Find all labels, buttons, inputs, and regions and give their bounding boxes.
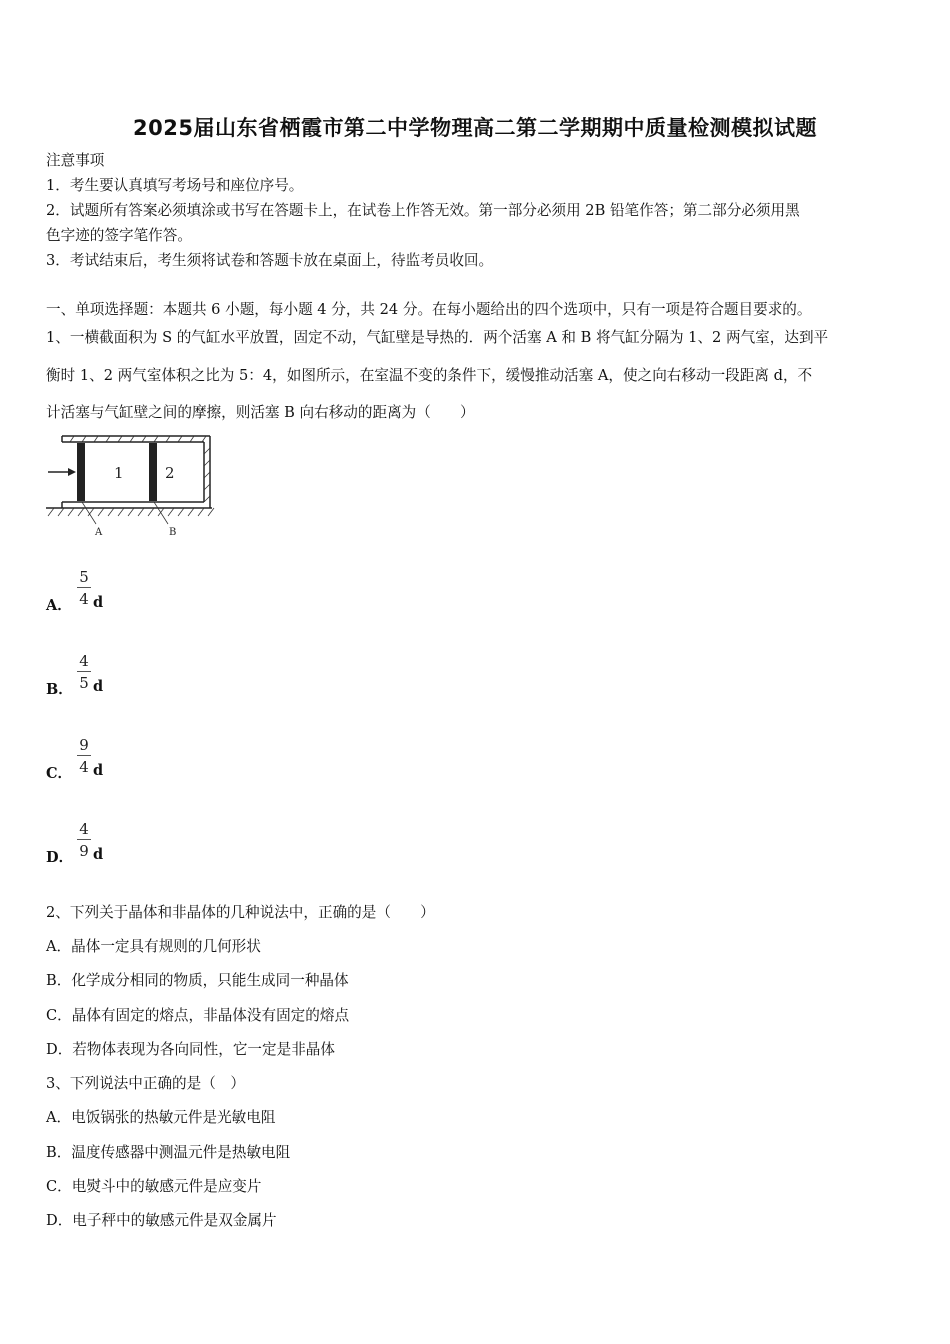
question-1-text: 衡时 1、2 两气室体积之比为 5：4，如图所示，在室温不变的条件下，缓慢推动活塞 A，使之向右移动一段距离 d，不 — [46, 367, 813, 384]
option-a-fraction: 5 4 — [77, 568, 91, 608]
question-2-option: A．晶体一定具有规则的几何形状 — [46, 938, 261, 955]
option-d-fraction: 4 9 — [77, 820, 91, 860]
option-c-label: C． — [46, 765, 73, 782]
piston-b-label: B — [169, 527, 177, 538]
option-b-unit: d — [93, 678, 104, 695]
piston-a — [77, 443, 85, 501]
piston-b — [149, 443, 157, 501]
question-1-text: 计活塞与气缸壁之间的摩擦，则活塞 B 向右移动的距离为（ ） — [46, 404, 475, 421]
option-b-fraction: 4 5 — [77, 652, 91, 692]
notice-item: 3．考试结束后，考生须将试卷和答题卡放在桌面上，待监考员收回。 — [46, 252, 494, 269]
question-3-option: D．电子秤中的敏感元件是双金属片 — [46, 1212, 277, 1229]
section-heading: 一、单项选择题：本题共 6 小题，每小题 4 分，共 24 分。在每小题给出的四个选项中，只有一项是符合题目要求的。 — [46, 301, 812, 318]
chamber-2-label: 2 — [165, 464, 175, 482]
option-d-unit: d — [93, 846, 104, 863]
question-3-option: A．电饭锅张的热敏元件是光敏电阻 — [46, 1109, 276, 1126]
option-a-label: A． — [46, 597, 72, 614]
piston-a-label: A — [95, 527, 103, 538]
option-d-label: D． — [46, 849, 74, 866]
page-title: 2025届山东省栖霞市第二中学物理高二第二学期期中质量检测模拟试题 — [133, 116, 817, 140]
notice-item: 1．考生要认真填写考场号和座位序号。 — [46, 177, 304, 194]
option-c-unit: d — [93, 762, 104, 779]
question-3-option: B．温度传感器中测温元件是热敏电阻 — [46, 1144, 291, 1161]
question-2-option: B．化学成分相同的物质，只能生成同一种晶体 — [46, 972, 349, 989]
question-3-text: 3、下列说法中正确的是（ ） — [46, 1075, 246, 1092]
question-1-text: 1、一横截面积为 S 的气缸水平放置，固定不动，气缸壁是导热的．两个活塞 A 和 B 将气缸分隔为 1、2 两气室，达到平 — [46, 329, 829, 346]
question-3-option: C．电熨斗中的敏感元件是应变片 — [46, 1178, 262, 1195]
question-2-text: 2、下列关于晶体和非晶体的几种说法中，正确的是（ ） — [46, 904, 435, 921]
notice-heading: 注意事项 — [46, 152, 105, 169]
option-b-label: B． — [46, 681, 73, 698]
notice-item: 色字迹的签字笔作答。 — [46, 227, 192, 244]
cylinder-figure — [44, 432, 219, 538]
question-2-option: D．若物体表现为各向同性，它一定是非晶体 — [46, 1041, 335, 1058]
notice-item: 2．试题所有答案必须填涂或书写在答题卡上，在试卷上作答无效。第一部分必须用 2B 铅笔作答；第二部分必须用黑 — [46, 202, 800, 219]
option-a-unit: d — [93, 594, 104, 611]
chamber-1-label: 1 — [114, 464, 124, 482]
question-2-option: C．晶体有固定的熔点，非晶体没有固定的熔点 — [46, 1007, 350, 1024]
option-c-fraction: 9 4 — [77, 736, 91, 776]
